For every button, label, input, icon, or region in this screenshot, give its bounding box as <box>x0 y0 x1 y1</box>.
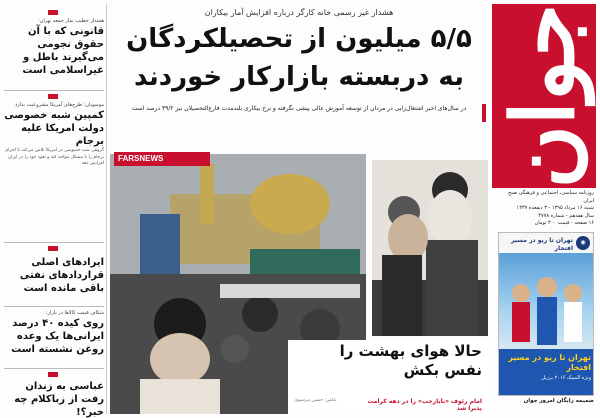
left-story-4[interactable] <box>4 310 104 356</box>
photo-caption-box <box>288 340 488 414</box>
portrait-photo-art <box>372 160 488 336</box>
info-line: روزنامه سیاسی، اجتماعی و فرهنگی صبح ایران <box>508 190 594 204</box>
left-story-2[interactable] <box>4 102 104 168</box>
agency-badge: FARSNEWS <box>114 152 210 166</box>
divider <box>4 368 104 369</box>
left-story-3[interactable] <box>4 256 104 295</box>
caption-headline-line1[interactable]: حالا هوای بهشت را <box>339 342 482 360</box>
left-column <box>4 4 104 418</box>
photo-credit: عکس: حسین مرتضوی <box>294 398 337 403</box>
divider <box>4 242 104 243</box>
ad-headline: تهران تا ریو در مسیر افتخار <box>508 353 591 372</box>
leader-portrait-photo[interactable] <box>372 160 488 336</box>
divider <box>4 306 104 307</box>
info-line: ۱۶ صفحه - قیمت ۳۰۰ تومان <box>534 220 594 226</box>
masthead-info <box>498 190 594 228</box>
section-marker <box>48 10 58 15</box>
ad-subtitle: ویژه المپیک ۲۰۱۶ برزیل <box>541 375 591 381</box>
story-kicker: شکاف قیمت کالاها در بازار: <box>45 310 104 316</box>
divider <box>4 90 104 91</box>
story-headline: عباسی به زندان رفت از زباکلام چه خبر؟! <box>14 381 104 418</box>
story-headline: روی کیده ۴۰ درصد ایرانی‌ها یک وعده روغن نشسته است <box>11 318 104 355</box>
masthead-title: جوان <box>493 4 594 188</box>
story-kicker: موسویان: طرح‌های آمریکا مشروعیت ندارد <box>15 102 104 108</box>
supplement-ad[interactable] <box>498 232 594 396</box>
story-body: گروهی شبه خصوصی در امریکا تلاش می‌کند تا اجرای برجام را با مشکل مواجه کند و نفوذ خود را در ایران افزایش دهد <box>4 148 104 166</box>
ad-title: تهران تا ریو در مسیر افتخار <box>511 237 573 252</box>
story-kicker: هشدار خطیب نماز جمعه تهران: <box>38 18 104 24</box>
main-headline-line1[interactable]: ۵/۵ میلیون از تحصیلکردگان <box>126 24 472 54</box>
section-marker <box>48 246 58 251</box>
main-headline-line2[interactable]: به دربسته بازارکار خوردند <box>134 62 464 92</box>
caption-headline-line2[interactable]: نفس بکش <box>403 361 482 379</box>
left-story-1[interactable] <box>4 18 104 77</box>
olympic-logo-icon: ◉ <box>576 236 590 250</box>
main-lede: در سال‌های اخیر اشتغال‌زایی در مردان از توسعه آموزش عالی پیشی نگرفته و نرخ بیکاری بلندمدت فارغ‌التحصیلان نیز ۴۹/۲ درصد است <box>131 105 467 112</box>
ad-athletes-image <box>499 253 594 351</box>
caption-subtitle: امام رئوف «بابارجب» را در دهه کرامت پذیرا شد <box>367 398 482 412</box>
section-marker <box>48 372 58 377</box>
info-line: شنبه ۱۶ مرداد ۱۳۹۵ - ۳ ذیقعده ۱۴۳۷ <box>516 205 594 211</box>
story-headline: کمپین شبه خصوصی دولت امریکا علیه برجام <box>4 110 104 147</box>
ad-bottom-panel <box>499 349 594 395</box>
main-kicker: هشدار غیر رسمی خانه کارگر درباره افزایش آمار بیکاران <box>204 8 394 17</box>
info-line: سال هفدهم - شماره ۴۷۷۸ <box>538 212 594 219</box>
section-marker <box>48 94 58 99</box>
ad-footer: ضمیمه رایگان امروز جوان <box>523 398 594 404</box>
masthead-logo[interactable] <box>492 4 596 188</box>
story-headline: ایرادهای اصلی قراردادهای نفتی باقی مانده است <box>19 257 104 294</box>
story-headline: قانونی که با آن حقوق نجومی می‌گیرند باطل و غیراسلامی است <box>22 26 104 76</box>
main-section <box>110 4 488 414</box>
column-divider <box>106 4 107 414</box>
left-story-5[interactable] <box>4 380 104 418</box>
